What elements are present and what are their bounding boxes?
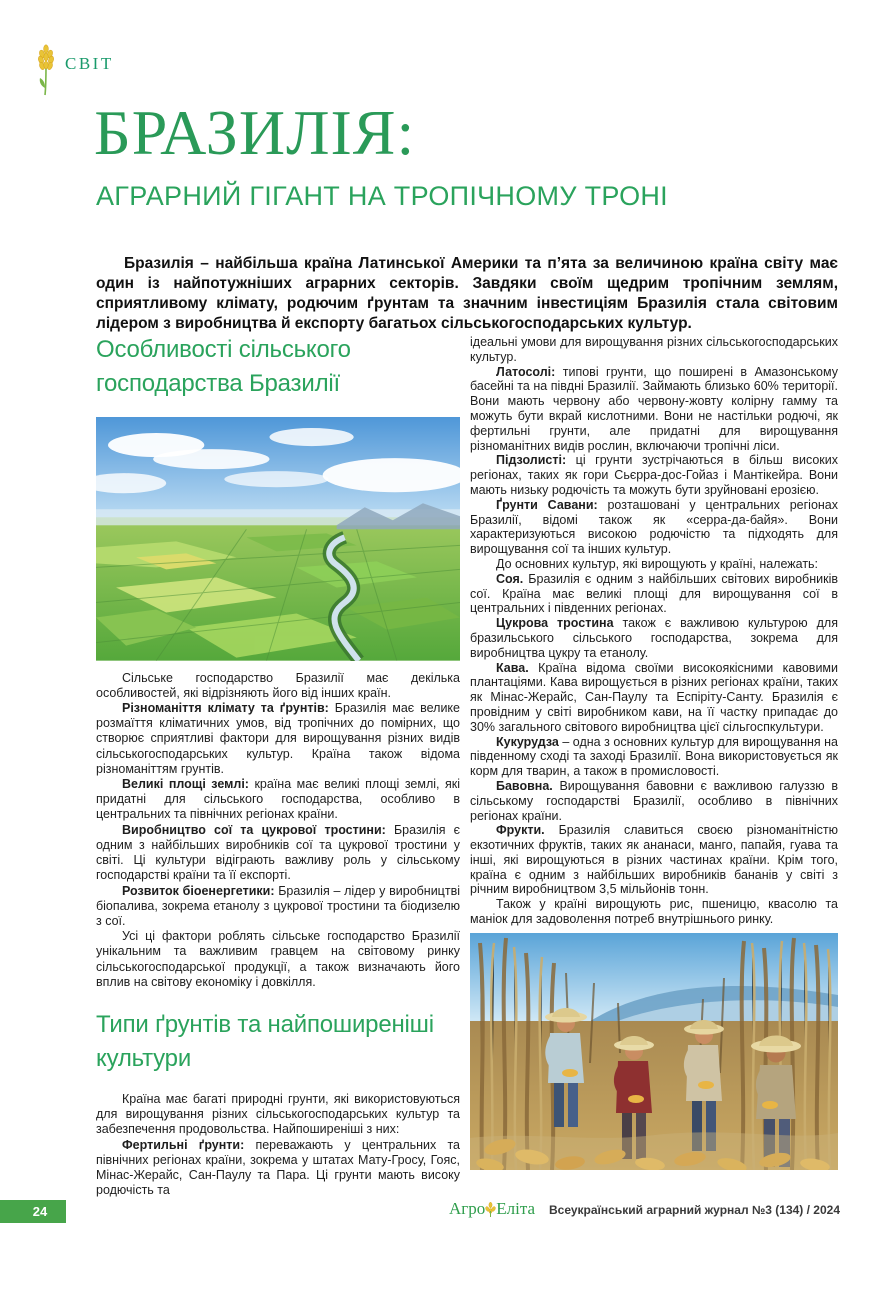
left-column-text	[96, 671, 460, 990]
journal-logo-text-1: Агро	[448, 1199, 486, 1218]
corn-harvest-photo	[470, 933, 838, 1170]
journal-issue-info: Всеукраїнський аграрний журнал №3 (134) / 2024	[549, 1203, 840, 1217]
paragraph: Виробництво сої та цукрової тростини: Бразилія є одним з найбільших виробників сої та цукрової тростини у світі. Ці культури відіграють важливу роль у сільському господарстві країни та її експорті.	[96, 822, 461, 883]
paragraph: Цукрова тростина також є важливою культурою для бразильського сільського господарства, зокрема для виробництва цукру та етанолу.	[470, 616, 838, 660]
paragraph: Кукурудза – одна з основних культур для вирощування на південному сході та заході Бразилії. Вона використовується як корм для тварин, а також в промисловості.	[470, 734, 838, 779]
left-column	[96, 333, 460, 1198]
paragraph: Кава. Країна відома своїми високоякісними кавовими плантаціями. Кава вирощується в різних регіонах країни, таких як Мінас-Жерайс, Сан-Паулу та Еспіріту-Санту. Бразилія є провідним у світі виробником кави, на її частку припадає до 30% загального світового виробництва цієї сільгоспкультури.	[470, 660, 838, 734]
paragraph: Країна має багаті природні грунти, які використовуються для вирощування різних сільськогосподарських культур та забезпечення продовольства. Найпоширеніші з них:	[96, 1091, 460, 1137]
paragraph: До основних культур, які вирощують у країні, належать:	[496, 556, 819, 571]
page-number: 24	[32, 1204, 48, 1219]
article-title: БРАЗИЛІЯ:	[94, 97, 416, 168]
rubric-logo	[33, 44, 114, 96]
paragraph: Ґрунти Савани: розташовані у центральних регіонах Бразилії, відомі також як «серра-да-байя». Вони характеризуються високою родючістю та підходять для вирощування сої та інших культур.	[470, 497, 838, 557]
right-column-text	[470, 335, 838, 927]
paragraph: Підзолисті: ці грунти зустрічаються в більш високих регіонах, таких як гори Сьєрра-дос-Гойаз і Мантікейра. Вони мають низьку родючість та можуть бути зруйновані ерозією.	[470, 453, 838, 497]
article-subtitle: АГРАРНИЙ ГІГАНТ НА ТРОПІЧНОМУ ТРОНІ	[96, 181, 668, 211]
paragraph: Латосолі: типові грунти, що поширені в Амазонському басейні та на півдні Бразилії. Займають близько 60% території. Вони мають червону або червону-жовту колірну гамму та можуть бути вкрай кислотними. Вони не настільки родючі, як фертильні грунти, але придатні для вирощування різноманітних видів рослин, включаючи тропічні ліси.	[470, 364, 838, 453]
paragraph: Соя. Бразилія є одним з найбільших світових виробників сої. Країна має великі площі для вирощування сої в центральних і південних регіонах.	[470, 571, 838, 616]
paragraph: Сільське господарство Бразилії має декілька особливостей, які відрізняють його від інших країн.	[96, 670, 460, 700]
paragraph: Також у країні вирощують рис, пшеницю, квасолю та маніок для задоволення потреб внутрішнього ринку.	[470, 897, 838, 927]
paragraph: ідеальні умови для вирощування різних сільськогосподарських культур.	[470, 335, 838, 364]
paragraph: Різноманіття клімату та ґрунтів: Бразилія має велике розмаїття кліматичних умов, від тропічних до помірних, що створює сприятливі фактори для вирощування різних видів сільськогосподарських культур. Країна також відома різноманіттям грунтів.	[96, 701, 460, 776]
paragraph: Усі ці фактори роблять сільське господарство Бразилії унікальним та важливим гравцем на світовому ринку сільськогосподарської продукції, а також визначають його вплив на світову економіку і довкілля.	[96, 929, 460, 989]
intro-paragraph: Бразилія – найбільша країна Латинської Америки та п’ята за величиною країна світу має один із найпотужніших аграрних секторів. Завдяки своїм щедрим тропічним землям, сприятливому клімату, родючим ґрунтам та значним інвестиціям Бразилія стала світовим лідером з виробництва й експорту багатьох сільськогосподарських культур.	[96, 254, 838, 332]
page-number-badge	[0, 1200, 66, 1223]
rubric-label: СВІТ	[65, 54, 114, 73]
paragraph: Фертильні ґрунти: переважають у центральних та північних регіонах країни, зокрема у штатах Мату-Гросу, Гояс, Мінас-Жерайс, Сан-Паулу та Пара. Ці грунти мають високу родючість та	[96, 1137, 460, 1198]
journal-logo	[449, 1199, 535, 1219]
paragraph: Великі площі землі: країна має великі площі землі, які придатні для сільського господарства, особливо в центральних та північних регіонах країни.	[96, 777, 461, 822]
paragraph: Бавовна. Вирощування бавовни є важливою галуззю в сільському господарстві Бразилії, особливо в північних регіонах країни.	[470, 778, 838, 823]
paragraph: Фрукти. Бразилія славиться своєю різноманітністю екзотичних фруктів, таких як ананаси, манго, папайя, гуава та інші, які вирощуються в різних частинах країни. Крім того, країна є одним з найбільших виробників бананів у світі з річним виробництвом 3,5 мільйонів тонн.	[470, 823, 838, 897]
right-column	[470, 335, 838, 1170]
journal-logo-text-2: Еліта	[496, 1199, 536, 1218]
footer	[449, 1199, 840, 1219]
paragraph: Розвиток біоенергетики: Бразилія – лідер у виробництві біопалива, зокрема етанолу з цукрової тростини та біодизелю з сої.	[96, 883, 460, 928]
left-column-text-2	[96, 1092, 460, 1198]
aerial-farmland-photo	[96, 417, 460, 661]
section-heading-soil-types: Типи ґрунтів та найпоширеніші культури	[96, 1010, 434, 1072]
wheat-ear-icon	[33, 44, 59, 96]
section-heading-agriculture-features: Особливості сільського господарства Бразилії	[96, 336, 351, 397]
